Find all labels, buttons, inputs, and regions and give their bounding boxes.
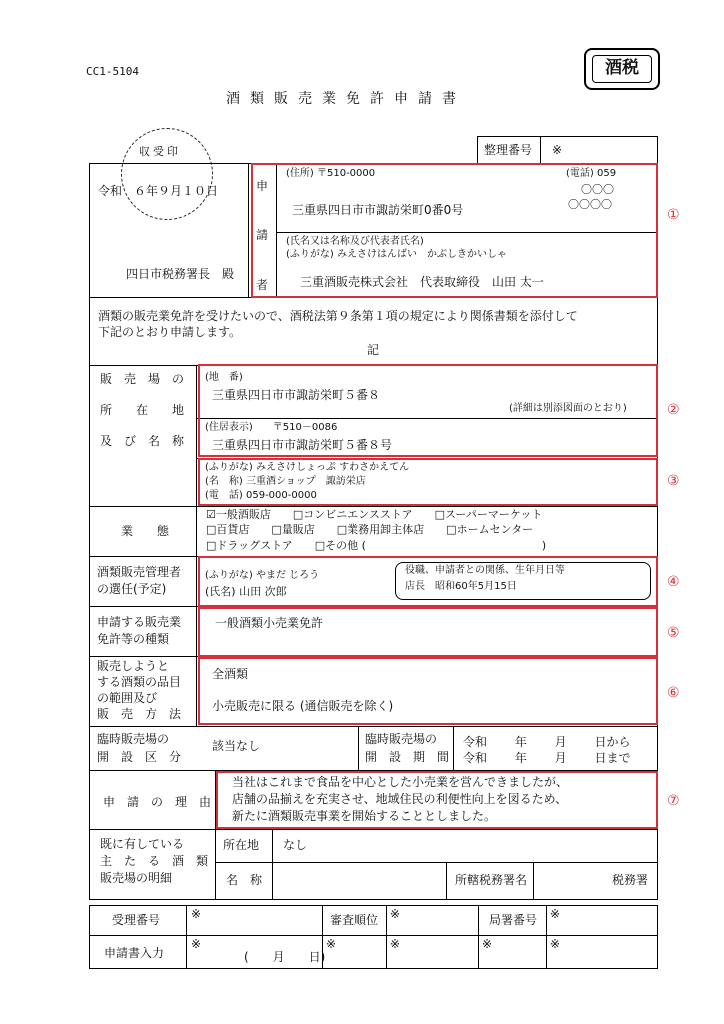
station-number-label: 局署番号 — [489, 913, 538, 927]
sales-place-label-1: 販 売 場 の — [100, 372, 185, 386]
application-date: 令和 ６年９月１０日 — [98, 184, 219, 198]
existing-office-suffix: 税務署 — [612, 873, 649, 887]
reason-line-2: 店舗の品揃えを充実させ、地域住民の利便性向上を図るため、 — [232, 792, 568, 806]
annotation-number-2: ② — [667, 402, 680, 418]
input-mark-5: ※ — [550, 937, 561, 951]
existing-location-value: なし — [283, 838, 308, 852]
detail-note: (詳細は別添図面のとおり) — [509, 403, 627, 414]
applicant-phone-line2: 〇〇〇〇 — [568, 198, 612, 211]
license-type-label-1: 申請する販売業 — [97, 615, 182, 629]
input-label: 申請書入力 — [104, 946, 165, 960]
review-order-mark: ※ — [390, 907, 401, 921]
manager-name: (氏名) 山田 次郎 — [205, 585, 287, 598]
seiri-number-value: ※ — [552, 143, 563, 157]
reason-line-3: 新たに酒類販売事業を開始することとしました。 — [232, 809, 497, 823]
applicant-name-kana: (ふりがな) みえさけはんばい かぶしきかいしゃ — [286, 249, 507, 260]
products-value-1: 全酒類 — [212, 667, 249, 681]
business-type-row-2: □百貨店 □量販店 □業務用卸主体店 □ホームセンター — [206, 523, 534, 536]
license-type-label-2: 免許等の種類 — [97, 632, 170, 646]
reason-label: 申 請 の 理 由 — [103, 795, 212, 809]
applicant-address: 三重県四日市市諏訪栄町0番0号 — [292, 203, 464, 217]
manager-label-1: 酒類販売管理者 — [97, 565, 182, 579]
products-label-2: する酒類の品目 — [97, 675, 182, 689]
tax-office-addressee: 四日市税務署長 殿 — [126, 267, 235, 281]
form-title: 酒類販売業免許申請書 — [226, 91, 466, 107]
form-code: CC1-5104 — [86, 65, 139, 78]
sales-place-label-3: 及 び 名 称 — [100, 434, 185, 448]
applicant-phone-label: (電話) 059 — [566, 168, 617, 179]
receipt-number-mark: ※ — [191, 907, 202, 921]
shop-name: (名 称) 三重酒ショップ 諏訪栄店 — [205, 476, 366, 487]
annotation-number-6: ⑥ — [667, 685, 680, 701]
shop-kana: (ふりがな) みえさけしょっぷ すわさかえてん — [205, 462, 410, 473]
badge-label: 酒税 — [592, 55, 652, 83]
products-value-2: 小売販売に限る (通信販売を除く) — [212, 699, 394, 713]
applicant-phone-line1: 〇〇〇 — [581, 183, 614, 196]
temporary-type-label-1: 臨時販売場の — [97, 732, 170, 746]
annotation-box-1 — [251, 163, 658, 298]
products-label-3: の範囲及び — [97, 691, 158, 705]
statement-ki: 記 — [367, 343, 380, 357]
seiri-number-label: 整理番号 — [484, 143, 533, 157]
annotation-number-3: ③ — [667, 473, 680, 489]
annotation-box-3 — [198, 458, 658, 506]
temporary-period-label-1: 臨時販売場の — [365, 732, 438, 746]
input-mark-2: ※ — [326, 937, 337, 951]
temporary-period-label-2: 開 設 期 間 — [365, 750, 450, 764]
annotation-box-7 — [216, 771, 658, 829]
review-order-label: 審査順位 — [330, 913, 379, 927]
manager-label-2: の選任(予定) — [97, 582, 167, 596]
temporary-type-value: 該当なし — [212, 739, 261, 753]
annotation-number-1: ① — [667, 207, 680, 223]
receipt-number-label: 受理番号 — [112, 913, 161, 927]
jukyo-label: (住居表示) 〒510－0086 — [205, 422, 338, 433]
receipt-stamp-label: 収受印 — [139, 145, 181, 158]
business-type-row-1: ☑一般酒販店 □コンビニエンスストア □スーパーマーケット — [206, 508, 543, 521]
business-type-label: 業 態 — [121, 524, 170, 538]
existing-name-label: 名 称 — [226, 873, 263, 887]
applicant-name-label: (氏名又は名称及び代表者氏名) — [286, 236, 424, 247]
existing-label-2: 主 た る 酒 類 — [100, 854, 209, 868]
liquor-tax-badge — [584, 48, 660, 90]
input-mark-3: ※ — [390, 937, 401, 951]
statement-line-2: 下記のとおり申請します。 — [98, 325, 242, 339]
input-mark: ※ — [191, 937, 202, 951]
applicant-name: 三重酒販売株式会社 代表取締役 山田 太一 — [300, 275, 544, 289]
temporary-to: 令和 年 月 日まで — [463, 751, 631, 765]
manager-note-2: 店長 昭和60年5月15日 — [405, 581, 517, 592]
chiban-label: (地 番) — [205, 372, 243, 383]
chiban-value: 三重県四日市市諏訪栄町５番８ — [212, 388, 381, 402]
annotation-number-4: ④ — [667, 574, 680, 590]
input-mark-4: ※ — [482, 937, 493, 951]
existing-label-3: 販売場の明細 — [100, 871, 173, 885]
applicant-char-2: 請 — [255, 228, 268, 242]
receipt-stamp-circle — [121, 128, 213, 220]
business-type-row-3: □ドラッグストア □その他 ( ) — [206, 539, 547, 552]
license-type-value: 一般酒類小売業免許 — [215, 616, 324, 630]
jukyo-value: 三重県四日市市諏訪栄町５番８号 — [212, 438, 393, 452]
applicant-char-1: 申 — [255, 179, 268, 193]
applicant-address-label: (住所) 〒510-0000 — [286, 168, 376, 179]
temporary-from: 令和 年 月 日から — [463, 735, 631, 749]
station-number-mark: ※ — [550, 907, 561, 921]
statement-line-1: 酒類の販売業免許を受けたいので、酒税法第９条第１項の規定により関係書類を添付して — [98, 309, 578, 323]
annotation-number-7: ⑦ — [667, 793, 680, 809]
products-label-1: 販売しようと — [97, 659, 170, 673]
existing-office-label: 所轄税務署名 — [455, 873, 528, 887]
applicant-char-3: 者 — [255, 278, 268, 292]
annotation-box-6 — [198, 657, 658, 725]
sales-place-label-2: 所 在 地 — [100, 403, 185, 417]
shop-phone: (電 話) 059-000-0000 — [205, 490, 317, 501]
manager-kana: (ふりがな) やまだ じろう — [205, 570, 320, 581]
manager-note-1: 役職、申請者との関係、生年月日等 — [405, 565, 565, 576]
products-label-4: 販 売 方 法 — [97, 707, 182, 721]
annotation-box-5 — [198, 607, 658, 657]
annotation-box-4 — [198, 556, 658, 607]
existing-label-1: 既に有している — [100, 837, 185, 851]
temporary-type-label-2: 開 設 区 分 — [97, 750, 182, 764]
reason-line-1: 当社はこれまで食品を中心とした小売業を営んできましたが、 — [232, 775, 569, 789]
input-date-blank: ( 月 日) — [244, 950, 326, 964]
annotation-number-5: ⑤ — [667, 625, 680, 641]
existing-location-label: 所在地 — [223, 838, 260, 852]
annotation-box-2 — [198, 364, 658, 457]
